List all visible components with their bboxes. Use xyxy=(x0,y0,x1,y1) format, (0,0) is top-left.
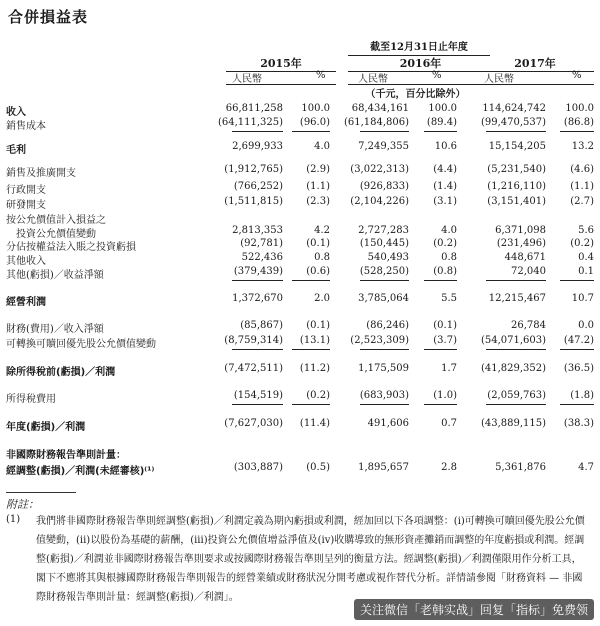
percent-cell: (0.2) xyxy=(433,238,457,249)
percent-cell: 100.0 xyxy=(428,103,457,114)
amount-cell: 1,175,509 xyxy=(358,363,409,374)
subtotal-rule xyxy=(232,349,283,350)
percent-cell: (0.2) xyxy=(570,238,594,249)
amount-cell: (41,829,352) xyxy=(480,363,546,374)
amount-cell: (54,071,603) xyxy=(480,335,546,346)
subtotal-rule xyxy=(360,280,409,281)
percent-cell: (47.2) xyxy=(563,335,594,346)
subtotal-rule xyxy=(424,349,457,350)
percent-cell: (0.5) xyxy=(306,462,330,473)
row-label: 經調整(虧損)／利潤(未經審核)⁽¹⁾ xyxy=(6,466,155,477)
amount-cell: 540,493 xyxy=(367,252,409,263)
table-row xyxy=(6,320,594,334)
table-row xyxy=(6,363,594,377)
row-label: 銷售及推廣開支 xyxy=(6,168,76,179)
amount-cell: 2,699,933 xyxy=(232,141,283,152)
subtotal-rule xyxy=(360,404,409,405)
row-label: 分佔按權益法入賬之投資虧損 xyxy=(6,242,136,253)
percent-cell: 100.0 xyxy=(301,103,330,114)
percent-cell: (0.1) xyxy=(433,320,457,331)
amount-cell: (303,887) xyxy=(233,462,283,473)
header-rule xyxy=(348,84,493,85)
subtotal-rule xyxy=(424,131,457,132)
percent-cell: 0.8 xyxy=(441,252,457,263)
percent-cell: (11.4) xyxy=(299,418,330,429)
percent-cell: (0.1) xyxy=(306,238,330,249)
percent-cell: 4.0 xyxy=(314,141,330,152)
amount-cell: (231,496) xyxy=(496,238,546,249)
subtotal-rule xyxy=(560,131,594,132)
amount-cell: 114,624,742 xyxy=(482,103,546,114)
subtotal-rule xyxy=(424,280,457,281)
amount-cell: 72,040 xyxy=(511,266,546,277)
percent-cell: 0.1 xyxy=(578,266,594,277)
subtotal-rule xyxy=(360,131,409,132)
amount-cell: (1,511,815) xyxy=(224,196,283,207)
amount-cell: 7,249,355 xyxy=(358,141,409,152)
percent-cell: (1.8) xyxy=(570,390,594,401)
table-row xyxy=(6,141,594,155)
amount-cell: 5,361,876 xyxy=(495,462,546,473)
amount-cell: (1,912,765) xyxy=(224,164,283,175)
percent-cell: (1.0) xyxy=(433,390,457,401)
table-row xyxy=(6,266,594,280)
subtotal-rule xyxy=(560,349,594,350)
amount-cell: 3,785,064 xyxy=(358,293,409,304)
table-row xyxy=(6,418,594,432)
percent-cell: (3.7) xyxy=(433,335,457,346)
table-row xyxy=(6,117,594,131)
percent-cell: (86.8) xyxy=(563,117,594,128)
amount-cell: (1,216,110) xyxy=(487,181,546,192)
amount-cell: (92,781) xyxy=(240,238,283,249)
amount-cell: (3,151,401) xyxy=(487,196,546,207)
table-row xyxy=(6,181,594,195)
percent-cell: 13.2 xyxy=(571,141,594,152)
amount-cell: (7,627,030) xyxy=(224,418,283,429)
amount-cell: 68,434,161 xyxy=(351,103,409,114)
statement-title: 合併損益表 xyxy=(8,8,89,26)
subtotal-rule xyxy=(560,404,594,405)
row-label: 收入 xyxy=(6,107,26,118)
percent-cell: (2.3) xyxy=(306,196,330,207)
subtotal-rule xyxy=(232,131,283,132)
percent-cell: (0.2) xyxy=(306,390,330,401)
percent-cell: (2.7) xyxy=(570,196,594,207)
row-label: 毛利 xyxy=(6,145,26,156)
amount-cell: (766,252) xyxy=(233,181,283,192)
percent-cell: (0.6) xyxy=(306,266,330,277)
table-row xyxy=(6,211,594,225)
row-label: 其他(虧損)／收益淨額 xyxy=(6,270,104,281)
amount-cell: (5,231,540) xyxy=(487,164,546,175)
amount-cell: 1,372,670 xyxy=(232,293,283,304)
percent-cell: 0.8 xyxy=(314,252,330,263)
amount-cell: 2,727,283 xyxy=(358,225,409,236)
subtotal-rule xyxy=(292,131,330,132)
subtotal-rule xyxy=(560,280,594,281)
percent-cell: (4.6) xyxy=(570,164,594,175)
percent-cell: (0.1) xyxy=(306,320,330,331)
percent-cell: (4.4) xyxy=(433,164,457,175)
amount-cell: (528,250) xyxy=(359,266,409,277)
header-rule xyxy=(226,84,336,85)
year-2016: 2016年 xyxy=(348,55,493,72)
percent-cell: (1.1) xyxy=(570,181,594,192)
percent-cell: 10.7 xyxy=(571,293,594,304)
col-pct-2016: % xyxy=(432,70,442,81)
percent-cell: 2.0 xyxy=(314,293,330,304)
percent-cell: (1.1) xyxy=(306,181,330,192)
amount-cell: (683,903) xyxy=(359,390,409,401)
percent-cell: (38.3) xyxy=(563,418,594,429)
amount-cell: (64,111,325) xyxy=(217,117,283,128)
row-label: 銷售成本 xyxy=(6,121,46,132)
table-row xyxy=(6,225,594,239)
amount-cell: (8,759,314) xyxy=(224,335,283,346)
amount-cell: 26,784 xyxy=(511,320,546,331)
table-row xyxy=(6,462,594,476)
percent-cell: 10.6 xyxy=(434,141,457,152)
subtotal-rule xyxy=(486,404,546,405)
footnote-divider xyxy=(6,492,76,493)
col-pct-2017: % xyxy=(572,70,582,81)
percent-cell: 0.0 xyxy=(578,320,594,331)
percent-cell: 5.6 xyxy=(578,225,594,236)
table-row xyxy=(6,293,594,307)
percent-cell: (3.1) xyxy=(433,196,457,207)
subtotal-rule xyxy=(232,404,283,405)
percent-cell: (89.4) xyxy=(426,117,457,128)
amount-cell: (379,439) xyxy=(233,266,283,277)
amount-cell: (2,104,226) xyxy=(350,196,409,207)
row-label: 投資公允價值變動 xyxy=(6,229,96,240)
amount-cell: 522,436 xyxy=(241,252,283,263)
footnote-mark: (1) xyxy=(6,514,21,525)
amount-cell: 12,215,467 xyxy=(488,293,546,304)
subtotal-rule xyxy=(486,349,546,350)
row-label: 年度(虧損)／利潤 xyxy=(6,422,86,433)
amount-cell: (99,470,537) xyxy=(480,117,546,128)
amount-cell: (150,445) xyxy=(359,238,409,249)
table-row xyxy=(6,238,594,252)
percent-cell: 2.8 xyxy=(441,462,457,473)
header-rule xyxy=(476,84,594,85)
wechat-watermark: 关注微信「老韩实战」回复「指标」免费领 xyxy=(354,599,594,620)
table-row xyxy=(6,390,594,404)
footnote-text: 我們將非國際財務報告準則經調整(虧損)／利潤定義為期內虧損或利潤，經加回以下各項調整：(i)可轉換可贖回優先股公允價值變動，(ii)以股份為基礎的薪酬，(iii)投資公允價值增益淨值及(iv)收購導致的無形資產攤銷而調整的年度虧損或利潤。經調整(虧損)／利潤並非國際財務報告準則要求或按國際財務報告準則呈列的衡量方法。經調整(虧損)／利潤僅限用作分析工具，閣下不應將其與根據國際財務報告準則報告的經營業績或財務狀況分開考慮或視作替代分析。詳情請參閱「財務資料 — 非國際財務報告準則計量：經調整(虧損)／利潤」。 xyxy=(36,516,585,603)
row-label: 按公允價值計入損益之 xyxy=(6,215,106,226)
col-rmb-2017: 人民幣 xyxy=(484,74,514,85)
table-row xyxy=(6,335,594,349)
row-label: 其他收入 xyxy=(6,256,46,267)
amount-cell: (86,246) xyxy=(366,320,409,331)
table-row xyxy=(6,446,594,460)
footnote-heading: 附註： xyxy=(6,498,39,511)
table-row xyxy=(6,196,594,210)
percent-cell: 4.0 xyxy=(441,225,457,236)
table-row xyxy=(6,103,594,117)
amount-cell: 66,811,258 xyxy=(225,103,283,114)
amount-cell: (43,889,115) xyxy=(480,418,546,429)
row-label: 除所得稅前(虧損)／利潤 xyxy=(6,367,116,378)
amount-cell: (2,059,763) xyxy=(487,390,546,401)
percent-cell: (96.0) xyxy=(299,117,330,128)
percent-cell: 100.0 xyxy=(565,103,594,114)
amount-cell: 2,813,353 xyxy=(232,225,283,236)
percent-cell: (13.1) xyxy=(299,335,330,346)
percent-cell: (2.9) xyxy=(306,164,330,175)
amount-cell: (61,184,806) xyxy=(343,117,409,128)
subtotal-rule xyxy=(486,280,546,281)
period-header: 截至12月31日止年度 xyxy=(348,38,490,56)
amount-cell: 1,895,657 xyxy=(358,462,409,473)
subtotal-rule xyxy=(486,131,546,132)
table-row xyxy=(6,252,594,266)
year-2017: 2017年 xyxy=(476,55,594,72)
amount-cell: 15,154,205 xyxy=(488,141,546,152)
subtotal-rule xyxy=(292,349,330,350)
percent-cell: (11.2) xyxy=(299,363,330,374)
percent-cell: 4.2 xyxy=(314,225,330,236)
subtotal-rule xyxy=(292,404,330,405)
amount-cell: (926,833) xyxy=(359,181,409,192)
percent-cell: (1.4) xyxy=(433,181,457,192)
percent-cell: 1.7 xyxy=(441,363,457,374)
row-label: 非國際財務報告準則計量： xyxy=(6,450,126,461)
percent-cell: 5.5 xyxy=(441,293,457,304)
row-label: 經營利潤 xyxy=(6,297,46,308)
subtotal-rule xyxy=(232,280,283,281)
amount-cell: 491,606 xyxy=(367,418,409,429)
year-2015: 2015年 xyxy=(226,55,336,72)
col-pct-2015: % xyxy=(316,70,326,81)
amount-cell: (2,523,309) xyxy=(350,335,409,346)
percent-cell: 0.4 xyxy=(578,252,594,263)
amount-cell: 6,371,098 xyxy=(495,225,546,236)
row-label: 研發開支 xyxy=(6,200,46,211)
amount-cell: (7,472,511) xyxy=(224,363,283,374)
percent-cell: 4.7 xyxy=(578,462,594,473)
row-label: 可轉換可贖回優先股公允價值變動 xyxy=(6,339,156,350)
amount-cell: (154,519) xyxy=(233,390,283,401)
row-label: 財務(費用)／收入淨額 xyxy=(6,324,104,335)
row-label: 所得稅費用 xyxy=(6,394,56,405)
amount-cell: 448,671 xyxy=(504,252,546,263)
table-row xyxy=(6,164,594,178)
subtotal-rule xyxy=(424,404,457,405)
col-rmb-2016: 人民幣 xyxy=(358,74,388,85)
subtotal-rule xyxy=(292,280,330,281)
subtotal-rule xyxy=(360,349,409,350)
percent-cell: (36.5) xyxy=(563,363,594,374)
row-label: 行政開支 xyxy=(6,185,46,196)
percent-cell: (0.8) xyxy=(433,266,457,277)
amount-cell: (3,022,313) xyxy=(350,164,409,175)
col-rmb-2015: 人民幣 xyxy=(232,74,262,85)
unit-note: （千元，百分比除外） xyxy=(365,89,466,100)
percent-cell: 0.7 xyxy=(441,418,457,429)
amount-cell: (85,867) xyxy=(240,320,283,331)
